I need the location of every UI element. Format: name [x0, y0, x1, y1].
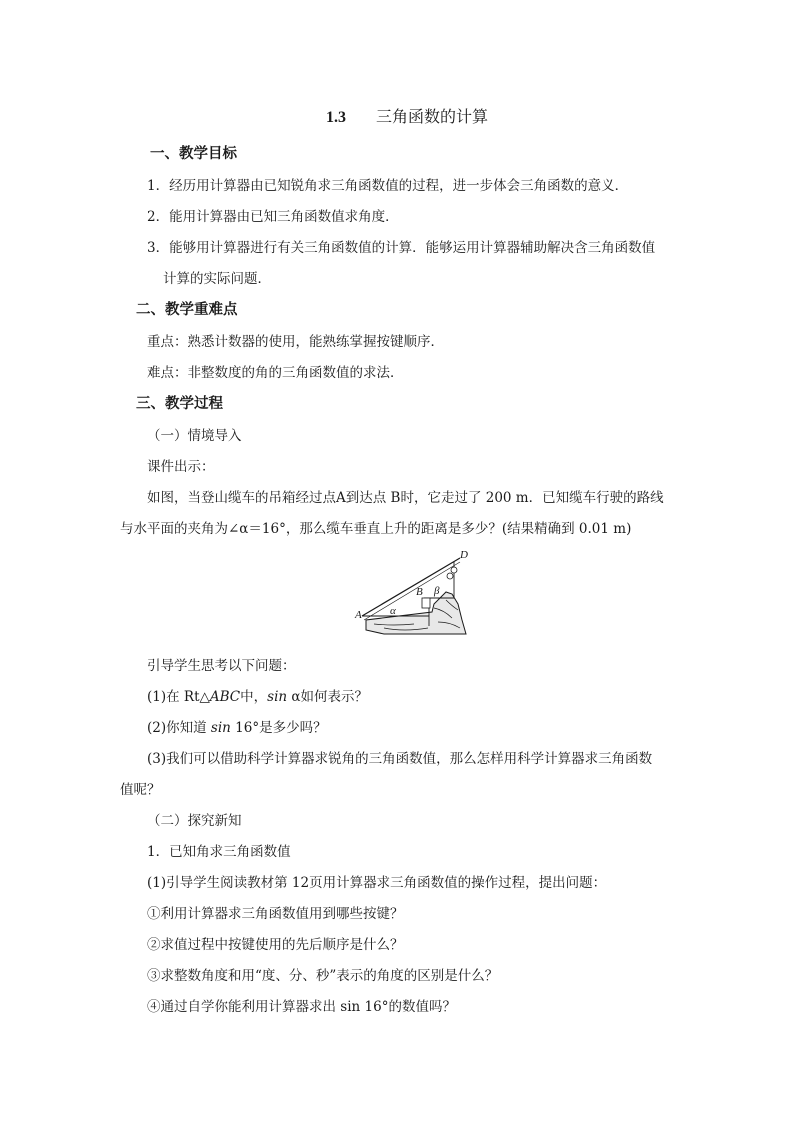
part-intro: （一）情境导入 — [147, 428, 242, 444]
objective-3: 3．能够用计算器进行有关三角函数值的计算．能够运用计算器辅助解决含三角函数值 — [147, 240, 656, 256]
label-beta: β — [434, 585, 440, 597]
label-D: D — [460, 549, 468, 561]
question-1 — [147, 687, 368, 707]
objective-1: 1．经历用计算器由已知锐角求三角函数值的过程，进一步体会三角函数的意义． — [147, 178, 629, 194]
circled-item-1: ①利用计算器求三角函数值用到哪些按键？ — [147, 906, 404, 922]
problem-line-1: 如图，当登山缆车的吊箱经过点A到达点 B时，它走过了 200 m．已知缆车行驶的路线 — [147, 490, 664, 506]
cable-car-figure — [354, 548, 494, 640]
page-title — [326, 107, 488, 128]
label-alpha: α — [390, 605, 396, 617]
circled-item-3: ③求整数角度和用“度、分、秒”表示的角度的区别是什么？ — [147, 968, 499, 984]
courseware-label: 课件出示： — [147, 459, 215, 475]
circled-item-4: ④通过自学你能利用计算器求出 sin 16°的数值吗？ — [147, 999, 456, 1015]
section-heading-objectives: 一、教学目标 — [150, 146, 237, 162]
q2-part-b: sin — [210, 720, 231, 736]
title-text: 三角函数的计算 — [376, 107, 489, 126]
difficult-point: 难点：非整数度的角的三角函数值的求法． — [147, 365, 404, 381]
q1-part-e: α如何表示？ — [287, 689, 369, 705]
title-number: 1.3 — [326, 109, 346, 126]
circled-item-2: ②求值过程中按键使用的先后顺序是什么？ — [147, 937, 404, 953]
subheading-1: 1．已知角求三角函数值 — [147, 844, 291, 860]
label-B: B — [416, 586, 423, 598]
q1-part-c: 中， — [240, 689, 268, 705]
objective-3-cont: 计算的实际问题． — [163, 271, 271, 287]
part-explore: （二）探究新知 — [147, 813, 242, 829]
sub1-item-1: (1)引导学生阅读教材第 12页用计算器求三角函数值的操作过程，提出问题： — [147, 875, 607, 891]
q2-part-c: 16°是多少吗？ — [230, 720, 327, 736]
label-A: A — [355, 609, 362, 621]
key-point: 重点：熟悉计数器的使用，能熟练掌握按键顺序． — [147, 334, 444, 350]
objective-2: 2．能用计算器由已知三角函数值求角度． — [147, 209, 399, 225]
q1-part-b: ABC — [209, 689, 241, 705]
guide-text: 引导学生思考以下问题： — [147, 658, 296, 674]
problem-line-2: 与水平面的夹角为∠α＝16°，那么缆车垂直上升的距离是多少？(结果精确到 0.01 m) — [120, 521, 632, 537]
q2-part-a: (2)你知道 — [147, 720, 211, 736]
question-3-line-2: 值呢？ — [120, 782, 161, 798]
question-2 — [147, 718, 327, 738]
q1-part-a: (1)在 Rt△ — [147, 689, 210, 705]
section-heading-keypoints: 二、教学重难点 — [136, 302, 238, 318]
question-3-line-1: (3)我们可以借助科学计算器求锐角的三角函数值，那么怎样用科学计算器求三角函数 — [147, 751, 653, 767]
section-heading-process: 三、教学过程 — [136, 396, 223, 412]
q1-part-d: sin — [267, 689, 288, 705]
